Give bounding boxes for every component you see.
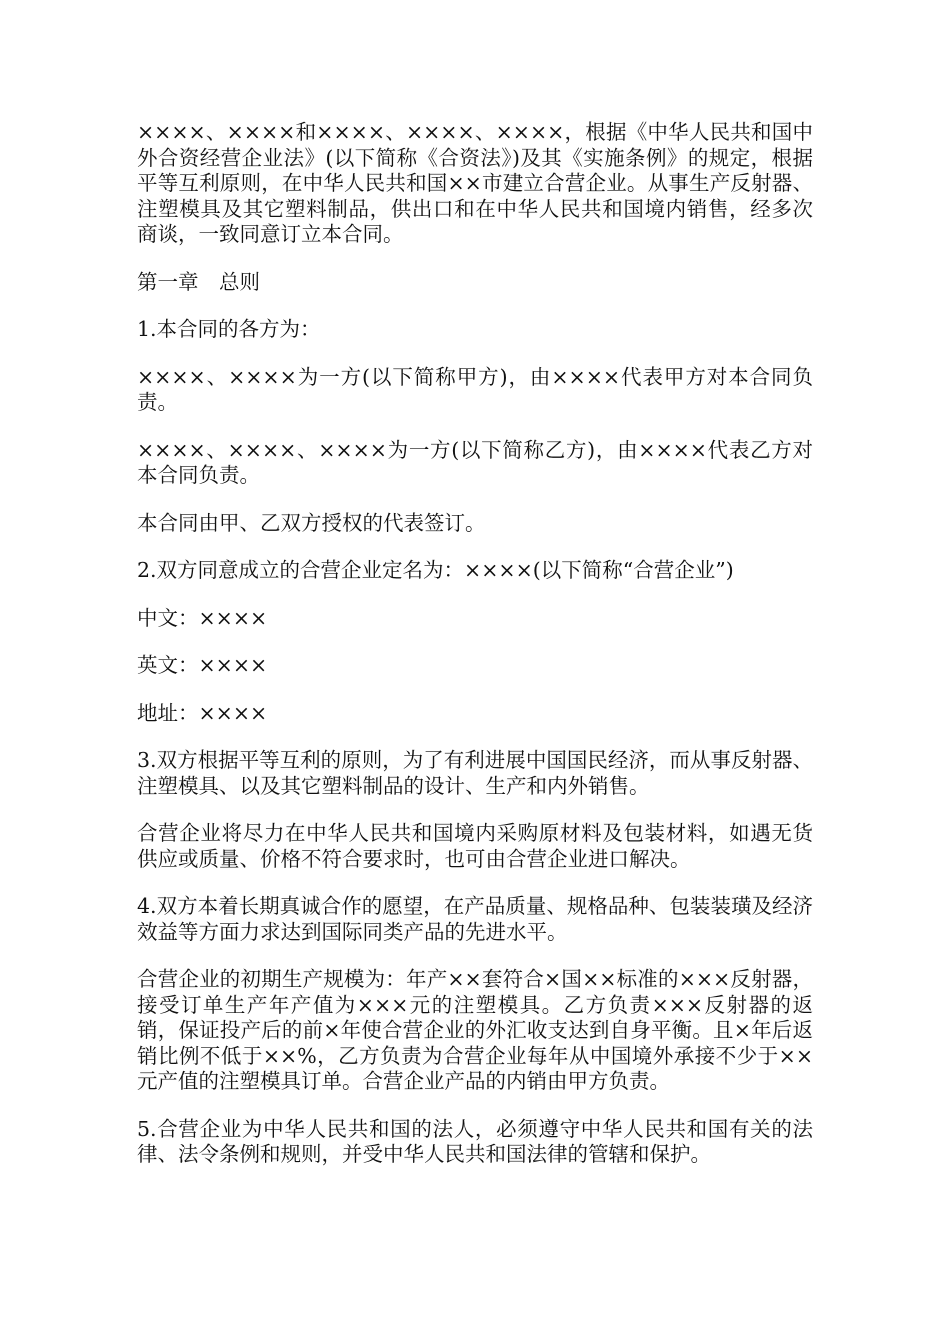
- chapter-heading: 第一章 总则: [137, 269, 260, 294]
- clause-3-paragraph: 3.双方根据平等互利的原则，为了有利进展中国国民经济，而从事反射器、注塑模具、以及其它塑料制品的设计、生产和内外销售。: [137, 748, 813, 798]
- production-scale-paragraph: 合营企业的初期生产规模为：年产××套符合×国××标准的×××反射器，接受订单生产年产值为×××元的注塑模具。乙方负责×××反射器的返销，保证投产后的前×年使合营企业的外汇收支达到自身平衡。且×年后返销比例不低于××%，乙方负责为合营企业每年从中国境外承接不少于××元产值的注塑模具订单。合营企业产品的内销由甲方负责。: [137, 967, 813, 1093]
- signing-paragraph: 本合同由甲、乙双方授权的代表签订。: [137, 510, 486, 535]
- address-line: 地址：××××: [137, 700, 268, 725]
- english-name-line: 英文：××××: [137, 653, 268, 677]
- document-page: [137, 120, 813, 1190]
- clause-4-paragraph: 4.双方本着长期真诚合作的愿望，在产品质量、规格品种、包装装璜及经济效益等方面力求达到国际同类产品的先进水平。: [137, 894, 813, 944]
- clause-5-paragraph: 5.合营企业为中华人民共和国的法人，必须遵守中华人民共和国有关的法律、法令条例和规则，并受中华人民共和国法律的管辖和保护。: [137, 1116, 813, 1166]
- procurement-paragraph: 合营企业将尽力在中华人民共和国境内采购原材料及包装材料，如遇无货供应或质量、价格不符合要求时，也可由合营企业进口解决。: [137, 821, 813, 871]
- intro-paragraph: ××××、××××和××××、××××、××××，根据《中华人民共和国中外合资经营企业法》(以下简称《合资法》)及其《实施条例》的规定，根据平等互利原则，在中华人民共和国××市建立合营企业。从事生产反射器、注塑模具及其它塑料制品，供出口和在中华人民共和国境内销售，经多次商谈，一致同意订立本合同。: [137, 120, 813, 246]
- chinese-name-line: 中文：××××: [137, 605, 268, 630]
- clause-2-paragraph: 2.双方同意成立的合营企业定名为：××××(以下简称“合营企业”): [137, 558, 734, 582]
- party-a-paragraph: ××××、××××为一方(以下简称甲方)，由××××代表甲方对本合同负责。: [137, 364, 813, 414]
- clause-1-paragraph: 1.本合同的各方为：: [137, 317, 321, 341]
- party-b-paragraph: ××××、××××、××××为一方(以下简称乙方)，由××××代表乙方对本合同负责。: [137, 437, 813, 487]
